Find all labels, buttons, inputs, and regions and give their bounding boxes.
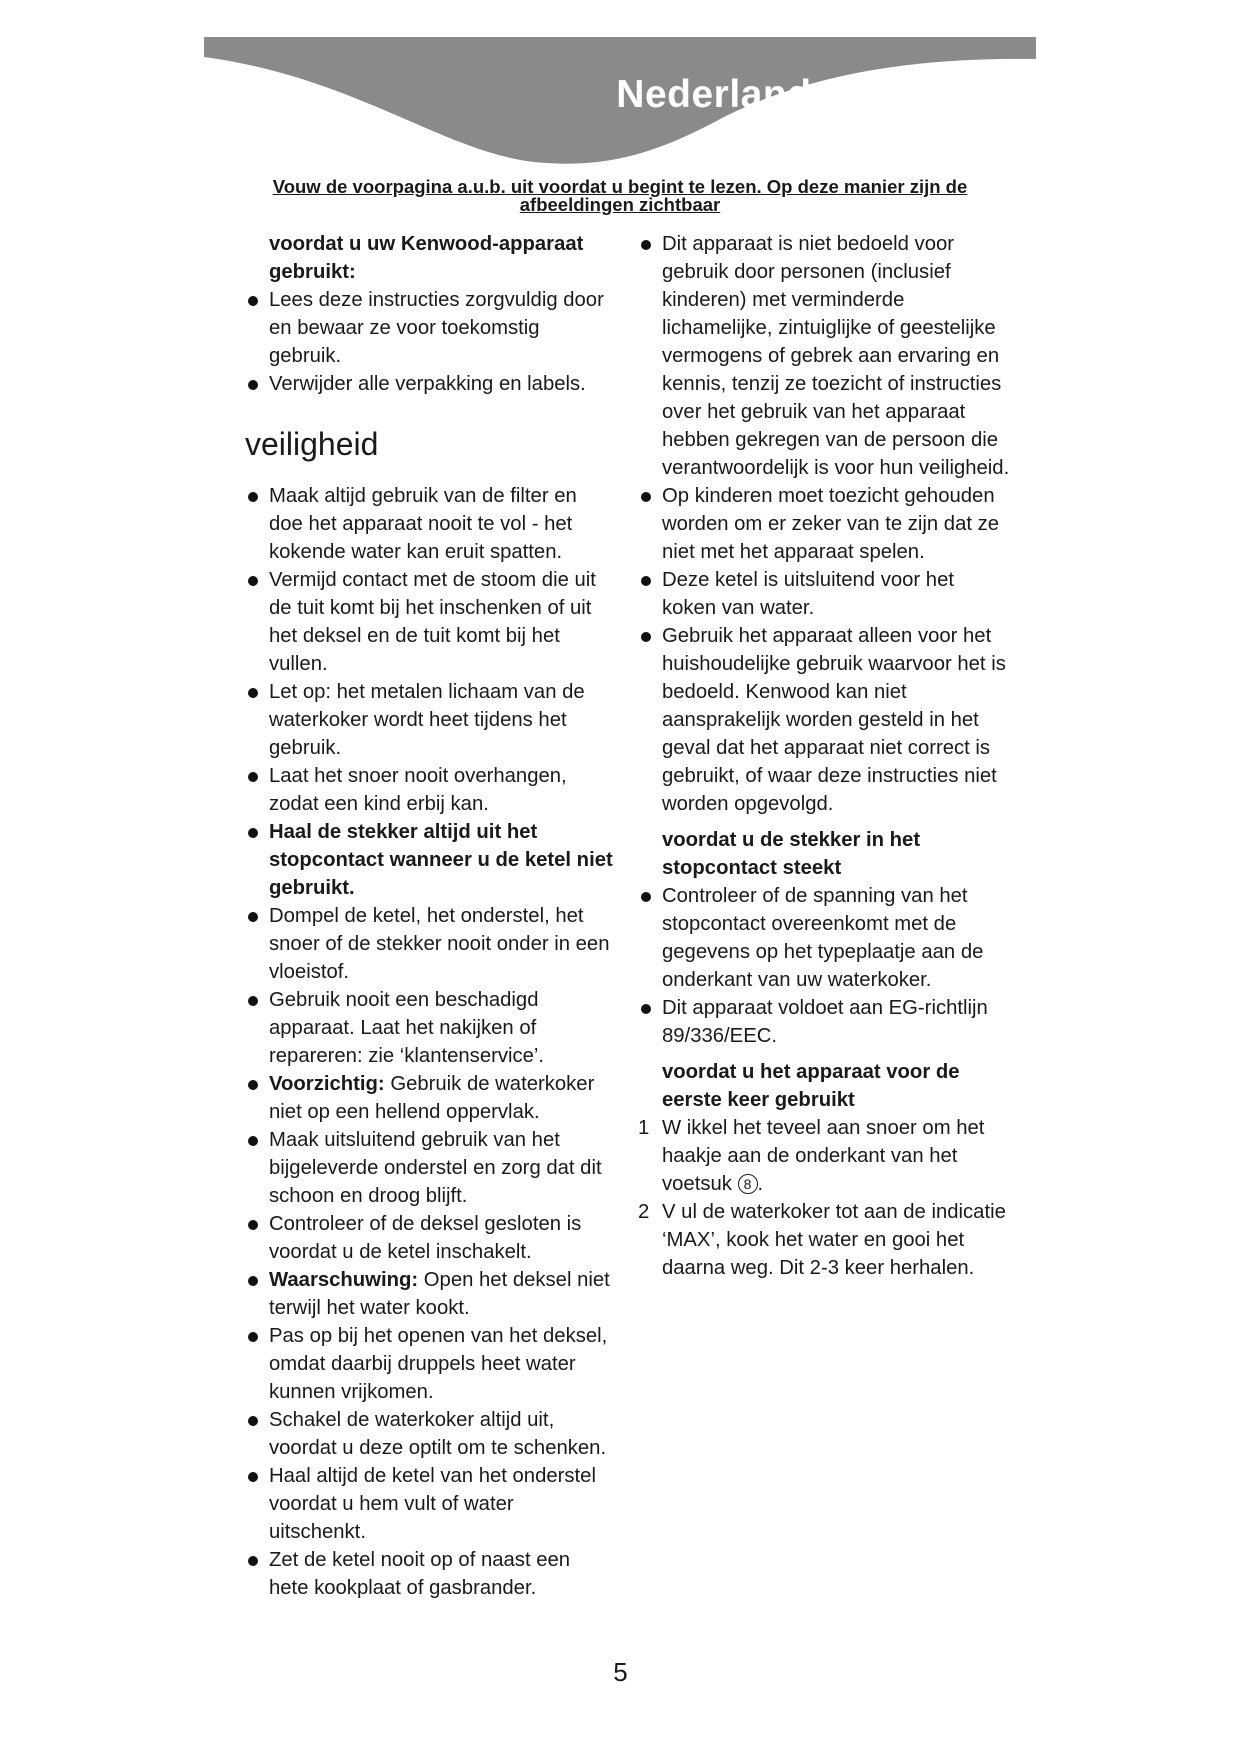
bullet-icon [248,1472,258,1482]
list-item: Maak altijd gebruik van de filter en doe het apparaat nooit te vol - het kokende water kan eruit spatten. [245,482,615,566]
bullet-icon [248,772,258,782]
list-item: Schakel de waterkoker altijd uit, voordat u deze optilt om te schenken. [245,1406,615,1462]
numbered-step: 2 V ul de waterkoker tot aan de indicatie ‘MAX’, kook het water en gooi het daarna weg. Dit 2-3 keer herhalen. [638,1198,1013,1282]
figure-reference: 8 [738,1174,758,1194]
page-number: 5 [613,1657,628,1687]
bullet-icon [248,1276,258,1286]
bullet-icon [641,492,651,502]
bullet-icon [248,1136,258,1146]
list-item: Haal altijd de ketel van het onderstel voordat u hem vult of water uitschenkt. [245,1462,615,1546]
list-item: Gebruik het apparaat alleen voor het huishoudelijke gebruik waarvoor het is bedoeld. Kenwood kan niet aansprakelijk worden gesteld in het geval dat het apparaat niet correct is gebruikt, of waar deze instructies niet worden opgevolgd. [638,622,1013,818]
bullet-icon [641,240,651,250]
page-title: Nederlands [616,73,834,116]
step-number: 2 [638,1201,650,1223]
list-item: Controleer of de spanning van het stopcontact overeenkomt met de gegevens op het typeplaatje aan de onderkant van uw waterkoker. [638,882,1013,994]
bullet-icon [248,576,258,586]
list-item: Deze ketel is uitsluitend voor het koken van water. [638,566,1013,622]
before-use-heading: voordat u uw Kenwood-apparaat gebruikt: [269,233,584,283]
list-item: Zet de ketel nooit op of naast een hete kookplaat of gasbrander. [245,1546,615,1602]
list-item: Op kinderen moet toezicht gehouden worden om er zeker van te zijn dat ze niet met het apparaat spelen. [638,482,1013,566]
list-item: Verwijder alle verpakking en labels. [245,370,615,398]
plug-heading: voordat u de stekker in het stopcontact steekt [662,829,921,879]
list-item: Dit apparaat voldoet aan EG-richtlijn 89/336/EEC. [638,994,1013,1050]
language-header [204,37,1036,172]
bullet-icon [248,912,258,922]
safety-title: veiligheid [245,426,379,462]
list-item: Maak uitsluitend gebruik van het bijgeleverde onderstel en zorg dat dit schoon en droog blijft. [245,1126,615,1210]
left-column [245,230,615,1602]
list-item: Waarschuwing: Open het deksel niet terwijl het water kookt. [245,1266,615,1322]
right-column [638,230,1013,1282]
bullet-icon [248,1556,258,1566]
bullet-icon [248,996,258,1006]
bullet-icon [248,1080,258,1090]
list-item: Vermijd contact met de stoom die uit de tuit komt bij het inschenken of uit het deksel en de tuit komt bij het vullen. [245,566,615,678]
list-item: Voorzichtig: Gebruik de waterkoker niet op een hellend oppervlak. [245,1070,615,1126]
numbered-step: 1 W ikkel het teveel aan snoer om het haakje aan de onderkant van het voetsuk 8 . [638,1114,1013,1198]
bullet-icon [641,632,651,642]
list-item: Haal de stekker altijd uit het stopcontact wanneer u de ketel niet gebruikt. [245,818,615,902]
list-item: Dit apparaat is niet bedoeld voor gebruik door personen (inclusief kinderen) met verminderde lichamelijke, zintuiglijke of geestelijke vermogens of gebrek aan ervaring en kennis, tenzij ze toezicht of instructies over het gebruik van het apparaat hebben gekregen van de persoon die verantwoordelijk is voor hun veiligheid. [638,230,1013,482]
first-use-heading: voordat u het apparaat voor de eerste keer gebruikt [662,1061,960,1111]
bullet-icon [248,492,258,502]
bullet-icon [641,576,651,586]
bullet-icon [248,1220,258,1230]
list-item: Laat het snoer nooit overhangen, zodat een kind erbij kan. [245,762,615,818]
list-item: Controleer of de deksel gesloten is voordat u de ketel inschakelt. [245,1210,615,1266]
step-number: 1 [638,1117,650,1139]
list-item: Lees deze instructies zorgvuldig door en bewaar ze voor toekomstig gebruik. [245,286,615,370]
bullet-icon [248,296,258,306]
bullet-icon [641,1004,651,1014]
list-item: Let op: het metalen lichaam van de waterkoker wordt heet tijdens het gebruik. [245,678,615,762]
list-item: Pas op bij het openen van het deksel, omdat daarbij druppels heet water kunnen vrijkomen. [245,1322,615,1406]
list-item: Gebruik nooit een beschadigd apparaat. Laat het nakijken of repareren: zie ‘klantenservice’. [245,986,615,1070]
bullet-icon [641,892,651,902]
bullet-icon [248,828,258,838]
fold-out-notice: Vouw de voorpagina a.u.b. uit voordat u begint te lezen. Op deze manier zijn de afbeeldingen zichtbaar [272,176,968,215]
bullet-icon [248,688,258,698]
bullet-icon [248,1416,258,1426]
list-item: Dompel de ketel, het onderstel, het snoer of de stekker nooit onder in een vloeistof. [245,902,615,986]
bullet-icon [248,1332,258,1342]
bullet-icon [248,380,258,390]
